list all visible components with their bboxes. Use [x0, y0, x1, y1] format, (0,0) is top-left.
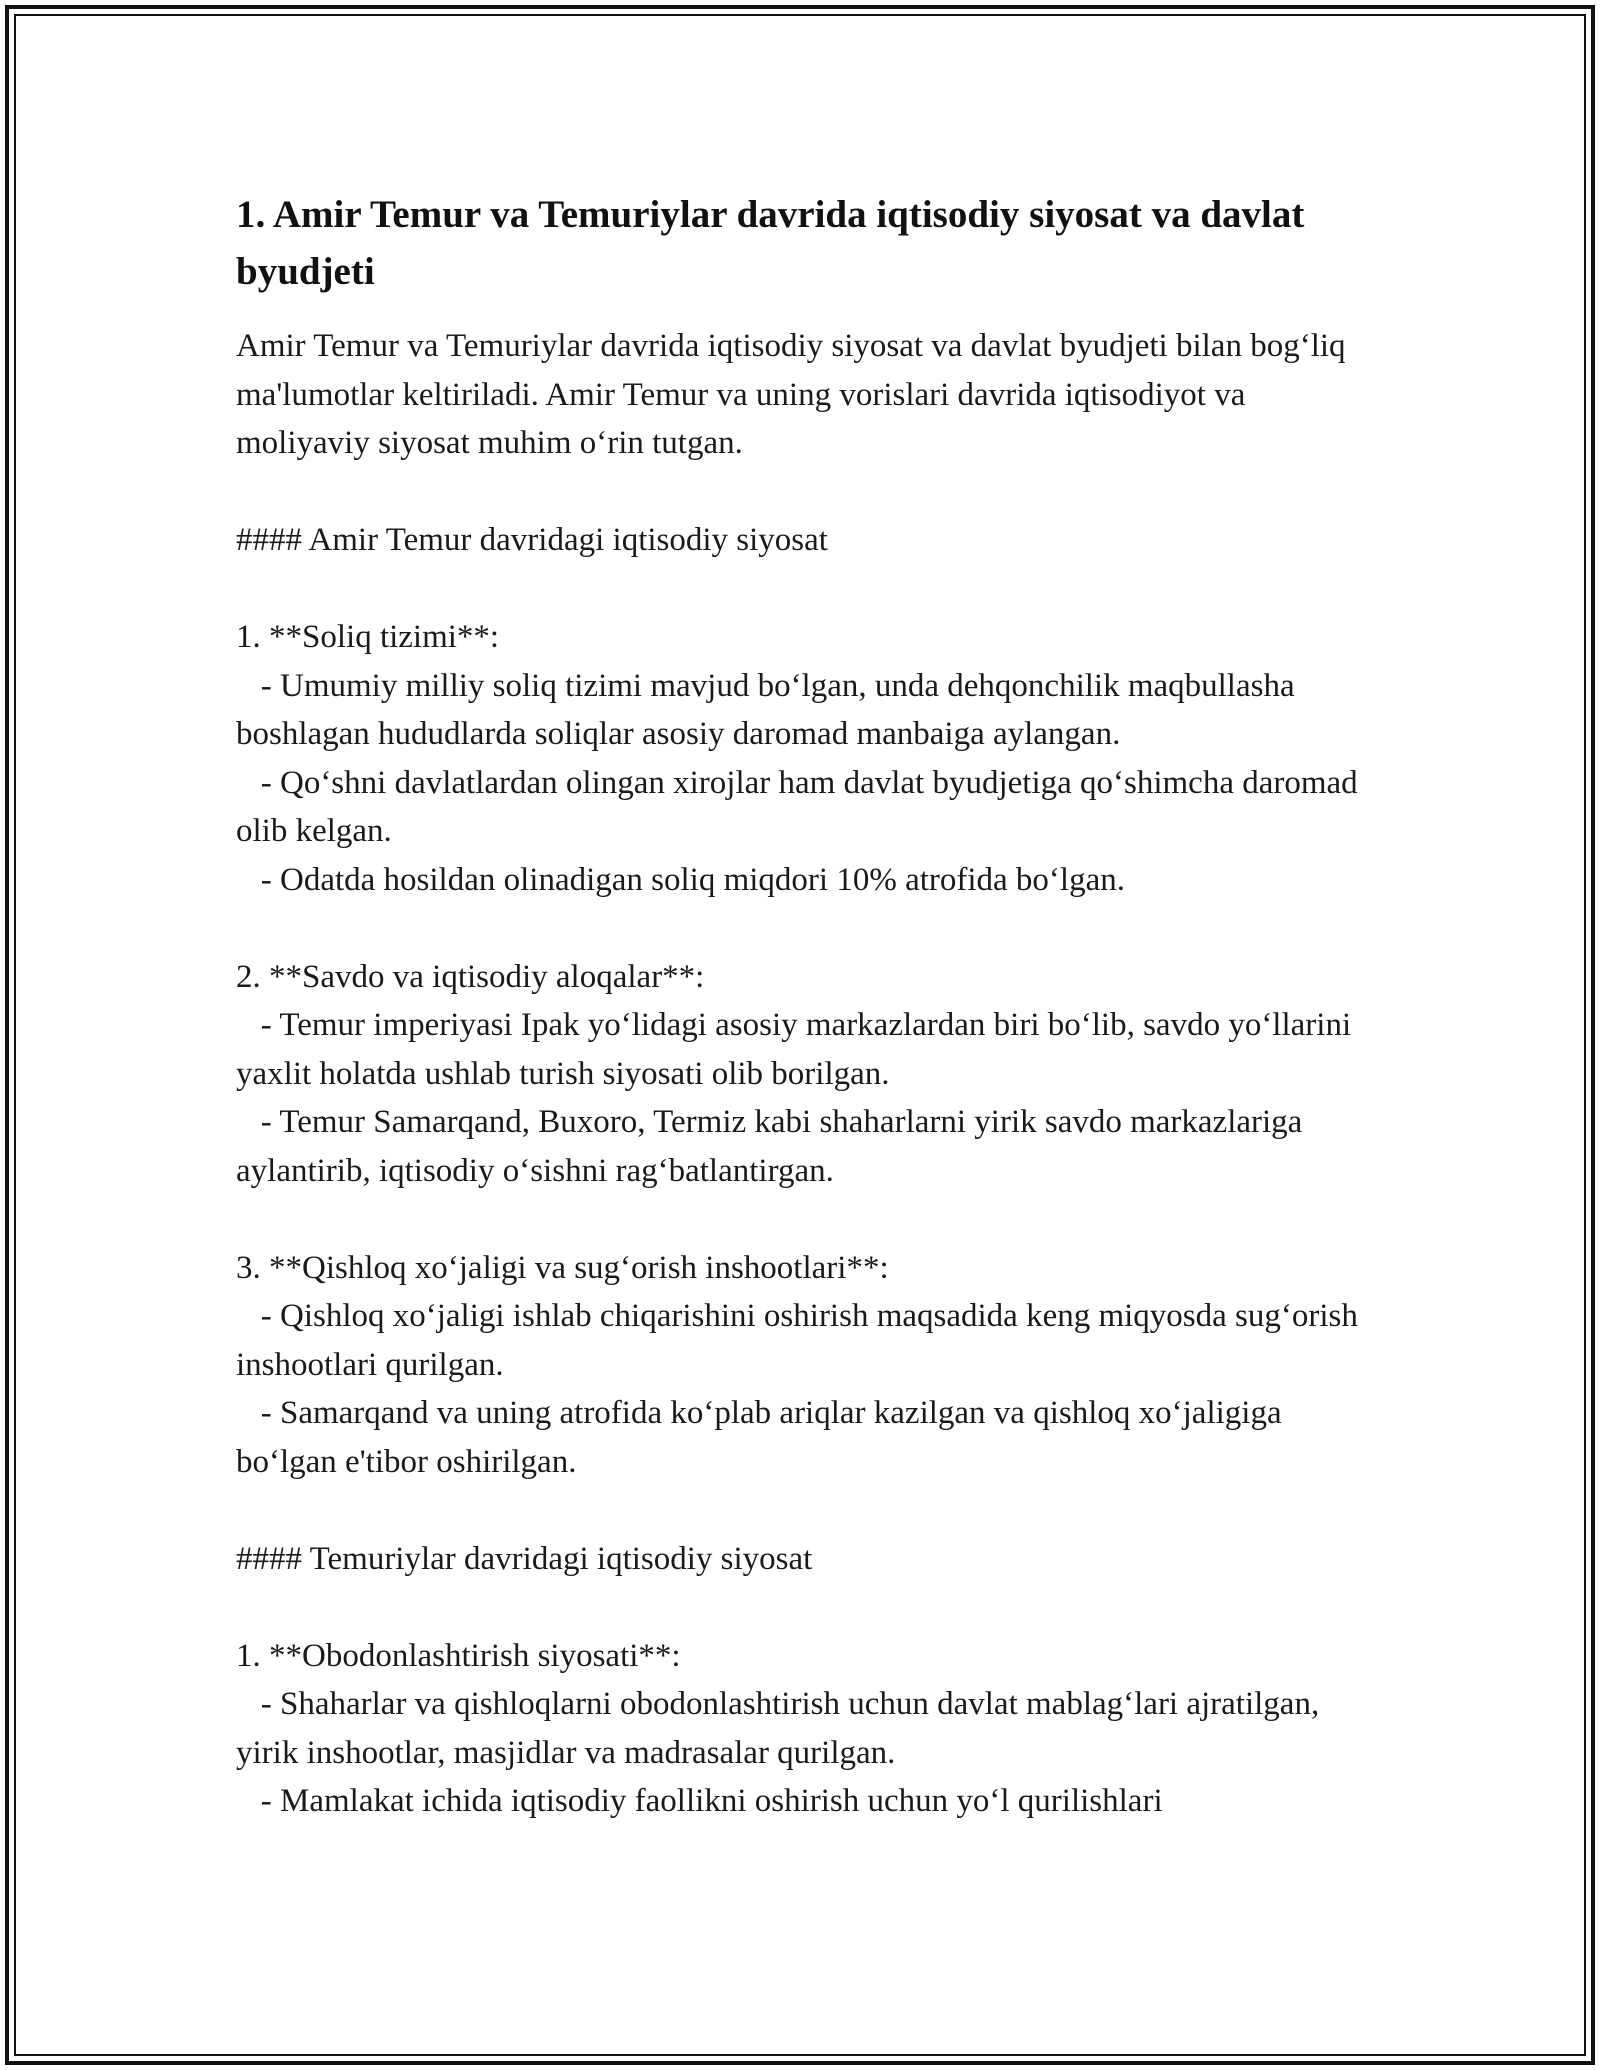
- document-page: [236, 186, 1376, 1826]
- spacer: [236, 565, 1376, 614]
- list-item-bullet: - Odatda hosildan olinadigan soliq miqdori 10% atrofida bo‘lgan.: [236, 861, 1125, 898]
- list-item-bullet: - Umumiy milliy soliq tizimi mavjud bo‘lgan, unda dehqonchilik maqbullasha boshlagan hududlarda soliqlar asosiy daromad manbaiga aylangan.: [236, 667, 1303, 752]
- list-item-bullet: - Shaharlar va qishloqlarni obodonlashtirish uchun davlat mablag‘lari ajratilgan, yirik inshootlar, masjidlar va madrasalar qurilgan.: [236, 1686, 1328, 1771]
- list-item-label: 1. **Obodonlashtirish siyosati**:: [236, 1637, 681, 1674]
- list-item-bullet: - Qo‘shni davlatlardan olingan xirojlar ham davlat byudjetiga qo‘shimcha daromad olib kelgan.: [236, 764, 1366, 849]
- list-item-label: 3. **Qishloq xo‘jaligi va sug‘orish inshootlari**:: [236, 1249, 889, 1286]
- list-item-bullet: - Temur Samarqand, Buxoro, Termiz kabi shaharlarni yirik savdo markazlariga aylantirib, iqtisodiy o‘sishni rag‘batlantirgan.: [236, 1104, 1311, 1189]
- list-item-bullet: - Samarqand va uning atrofida ko‘plab ariqlar kazilgan va qishloq xo‘jaligiga bo‘lgan e'tibor oshirilgan.: [236, 1395, 1290, 1480]
- list-item-bullet: - Qishloq xo‘jaligi ishlab chiqarishini oshirish maqsadida keng miqyosda sug‘orish inshootlari qurilgan.: [236, 1298, 1367, 1383]
- list-item-label: 2. **Savdo va iqtisodiy aloqalar**:: [236, 958, 705, 995]
- spacer: [236, 1195, 1376, 1244]
- list-item-label: 1. **Soliq tizimi**:: [236, 619, 500, 655]
- intro-paragraph: Amir Temur va Temuriylar davrida iqtisodiy siyosat va davlat byudjeti bilan bog‘liq ma'lumotlar keltiriladi. Amir Temur va uning vorislari davrida iqtisodiyot va moliyaviy siyosat muhim o‘rin tutgan.: [236, 328, 1354, 461]
- spacer: [236, 468, 1376, 517]
- list-item-bullet: - Mamlakat ichida iqtisodiy faollikni oshirish uchun yo‘l qurilishlari: [236, 1783, 1163, 1819]
- document-title: 1. Amir Temur va Temuriylar davrida iqtisodiy siyosat va davlat byudjeti: [236, 193, 1305, 293]
- list-item-bullet: - Temur imperiyasi Ipak yo‘lidagi asosiy markazlardan biri bo‘lib, savdo yo‘llarini yaxlit holatda ushlab turish siyosati olib borilgan.: [236, 1007, 1360, 1092]
- section-heading-temuriylar: #### Temuriylar davridagi iqtisodiy siyosat: [236, 1540, 813, 1577]
- section-heading-amir-temur: #### Amir Temur davridagi iqtisodiy siyosat: [236, 522, 828, 558]
- spacer: [236, 1583, 1376, 1632]
- spacer: [236, 904, 1376, 953]
- spacer: [236, 1486, 1376, 1535]
